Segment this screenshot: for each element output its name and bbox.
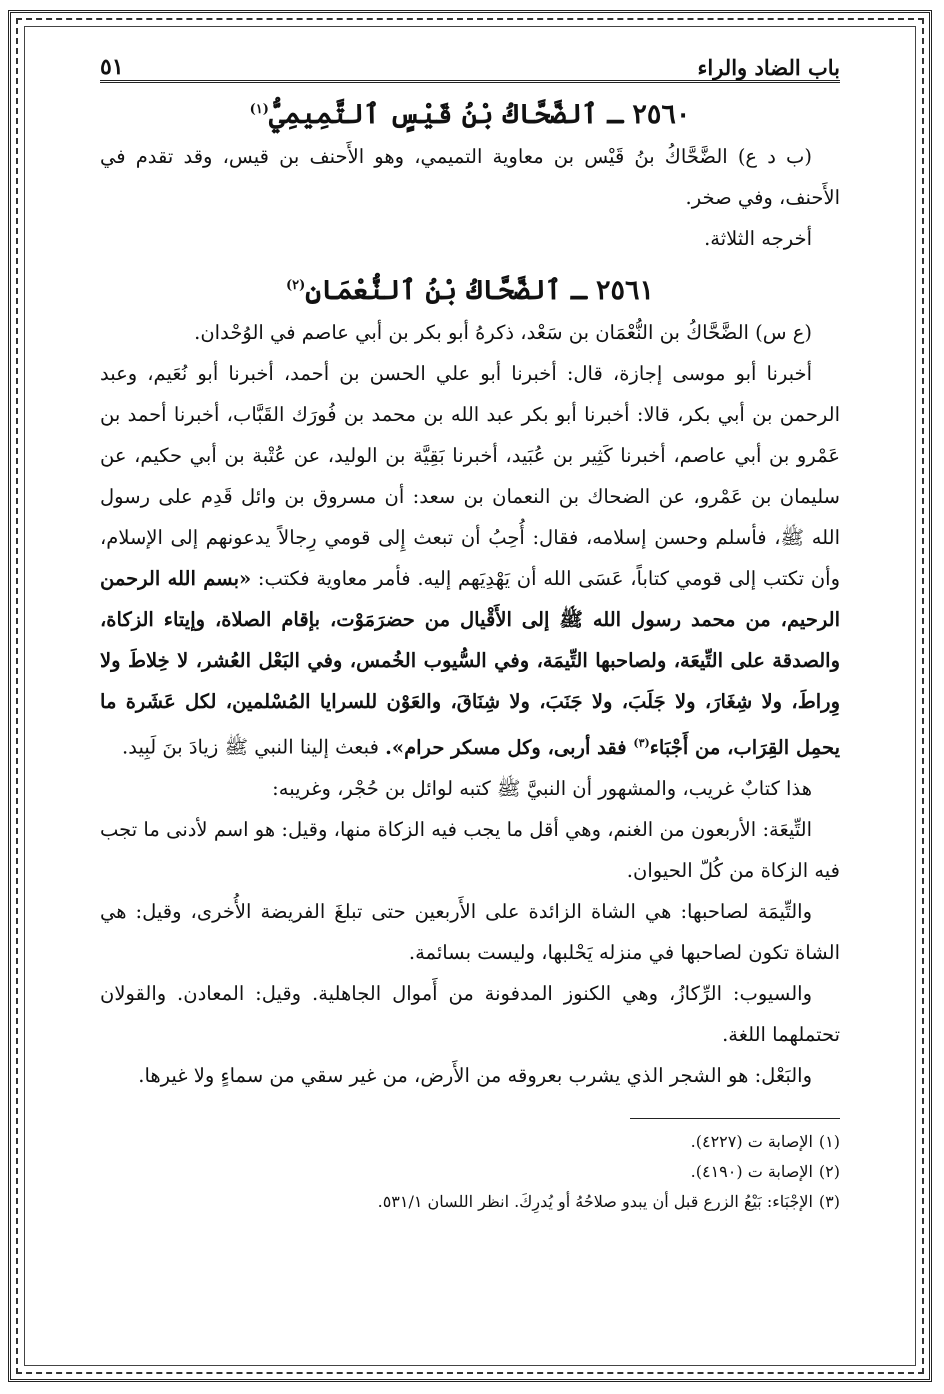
footnotes <box>100 1127 840 1217</box>
entry-paragraph: والتِّيمَة لصاحبها: هي الشاة الزائدة على الأَربعين حتى تبلغَ الفريضة الأُخرى، وقيل: هي الشاة تكون لصاحبها في منزله يَحْلبها، وليست بسائمة. <box>100 899 840 964</box>
entry-heading-2561 <box>100 275 840 306</box>
footnote-text: الإصابة ت (٤١٩٠). <box>690 1161 813 1181</box>
footnote <box>100 1187 840 1217</box>
isnad-text: أخبرنا أبو موسى إجازة، قال: أخبرنا أبو علي الحسن بن أحمد، أخبرنا أبو نُعَيم، وعبد الرحمن بن أبي بكر، قالا: أخبرنا أبو بكر عبد الله بن محمد بن فُورَك القَبَّاب، أخبرنا أحمد بن عَمْرو بن أبي عاصم، أخبرنا كَثِير بن عُبَيد، أخبرنا بَقِيَّة بن الوليد، عن عُتْبة بن أبي حكيم، عن سليمان بن عَمْرو، عن الضحاك بن النعمان بن سعد: أن مسروق بن وائل قَدِم على رسول الله ﷺ، فأسلم وحسن إسلامه، فقال: أُحِبُ أن تبعث إِلى قومي رِجالاً يدعونهم إلى الإسلام، وأن تكتب إلى قومي كتاباً، عَسَى الله أن يَهْدِيَهم إليه. فأمر معاوية فكتب: <box>100 362 840 590</box>
footnote <box>100 1157 840 1187</box>
footnote-number: (٢) <box>818 1161 840 1181</box>
footnote-ref: (٢) <box>285 278 306 293</box>
footnote-text: الإجْبَاء: بَيْعُ الزرع قبل أن يبدو صلاحُهُ أو يُدرِكَ. انظر اللسان ٥٣١/١. <box>377 1191 813 1211</box>
page-content <box>100 40 840 1217</box>
entry-paragraph: والبَعْل: هو الشجر الذي يشرب بعروقه من الأَرض، من غير سقي من سماءٍ ولا غيرها. <box>138 1063 812 1087</box>
footnote-separator <box>630 1118 840 1119</box>
entry-paragraph <box>100 353 840 768</box>
footnote-number: (١) <box>818 1131 840 1151</box>
footnote-text: الإصابة ت (٤٢٢٧). <box>690 1131 813 1151</box>
running-header <box>100 40 840 83</box>
entry-paragraph: (ع س) الضَّحَّاكُ بن النُّعْمَان بن سَعْد، ذكرهُ أبو بكر بن أبي عاصم في الوُحْدان. <box>194 321 812 344</box>
chapter-title: باب الضاد والراء <box>697 55 840 80</box>
entry-paragraph: هذا كتابٌ غريب، والمشهور أن النبيَّ ﷺ كتبه لوائل بن حُجْر، وغريبه: <box>272 776 812 800</box>
footnote-ref: (١) <box>249 102 269 117</box>
page-number: ٥١ <box>100 54 124 80</box>
footnote <box>100 1127 840 1157</box>
letter-quote-end: فقد أربى، وكل مسكر حرام». <box>385 735 627 759</box>
entry-paragraph: والسيوب: الرِّكازُ، وهي الكنوز المدفونة من أَموال الجاهلية. وقيل: المعادن. والقولان تحتملهما اللغة. <box>100 981 840 1046</box>
entry-paragraph: (ب د ع) الضَّحَّاكُ بنُ قَيْس بن معاوية التميمي، وهو الأَحنف بن قيس، وقد تقدم في الأَحنف، وفي صخر. <box>100 145 840 209</box>
letter-quote <box>100 567 840 759</box>
entry-heading-text: ٢٥٦٠ ـ ٱلضَّحَّاكُ بْنُ قَيْسٍ ٱلتَّمِيمِيُّ <box>268 99 691 130</box>
footnote-number: (٣) <box>818 1191 840 1211</box>
letter-quote-main: «بسم الله الرحمن الرحيم، من محمد رسول الله ﷺ إلى الأَقْيال من حضرَمَوْت، بإقام الصلاة، وإيتاء الزكاة، والصدقة على التِّيعَة، ولصاحبها التِّيمَة، وفي السُّيوب الخُمس، وفي البَعْل العُشر، لا خِلاطَ ولا وِراطَ، ولا شِغَارَ، ولا جَلَبَ، ولا جَنَبَ، ولا شِنَاقَ، والعَوْن للسرايا المُسْلمين، لكل عَشَرة ما يحمِل القِرَاب، من أَجْبَاء <box>100 567 840 759</box>
entry-paragraph: أخرجه الثلاثة. <box>704 227 812 250</box>
entry-heading-text: ٢٥٦١ ـ ٱلضَّحَّاكُ بْنُ ٱلنُّعْمَانِ <box>305 275 655 306</box>
footnote-ref: (٣) <box>633 736 650 749</box>
entry-paragraph: التِّيعَة: الأربعون من الغنم، وهي أقل ما يجب فيه الزكاة منها، وقيل: هو اسم لأدنى ما تجب فيه الزكاة من كُلّ الحيوان. <box>100 817 840 882</box>
entry-heading-2560 <box>100 99 840 130</box>
after-quote-text: فبعث إلينا النبي ﷺ زيادَ بنَ لَبِيد. <box>122 735 386 759</box>
